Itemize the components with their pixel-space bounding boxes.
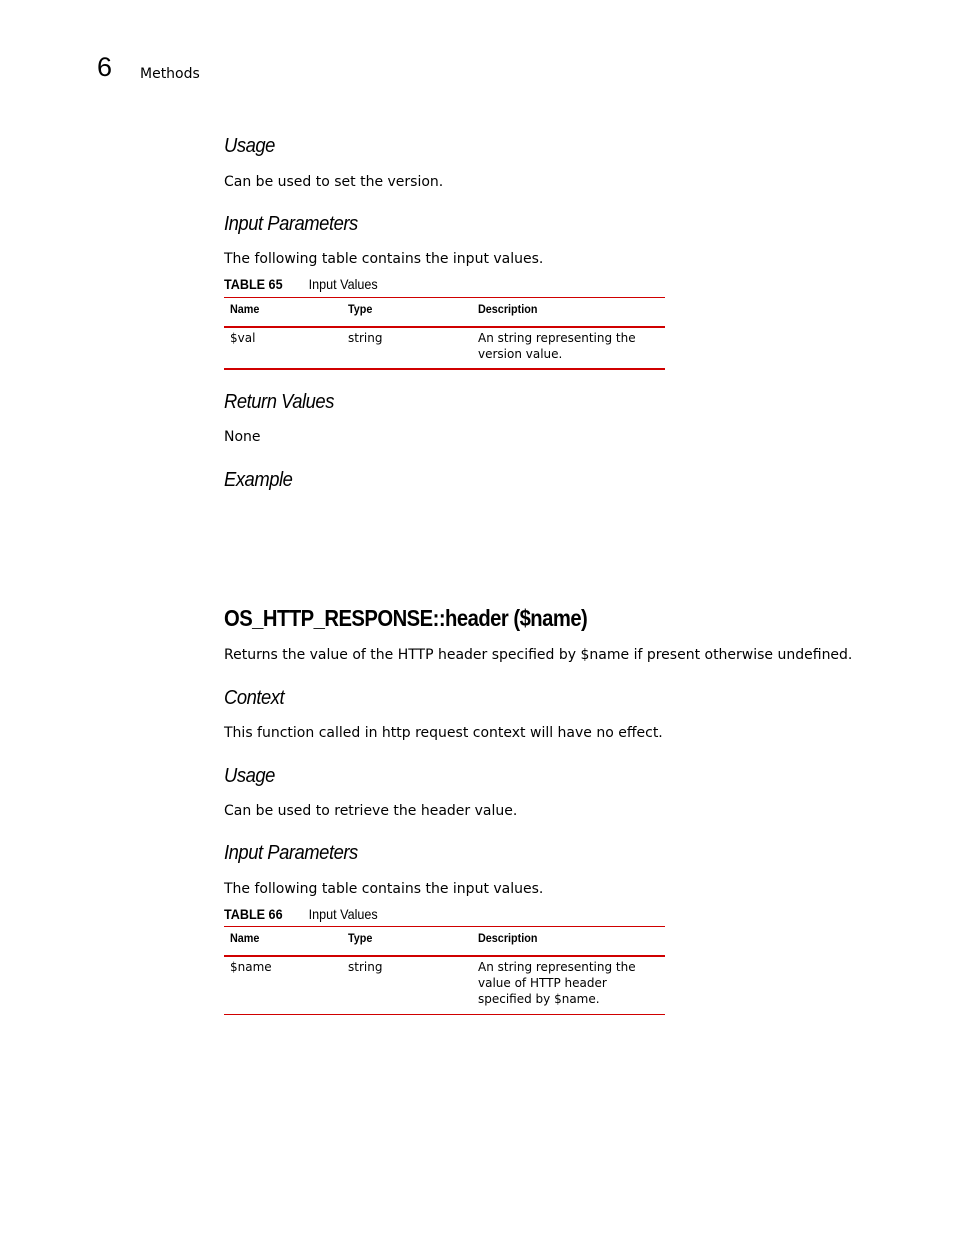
table-number: TABLE 66 xyxy=(224,906,283,922)
return-values-text: None xyxy=(224,429,261,445)
cell-type: string xyxy=(348,331,383,345)
input-parameters-text: The following table contains the input values. xyxy=(224,881,544,897)
table-caption xyxy=(224,276,378,292)
table-caption xyxy=(224,906,378,922)
return-values-heading: Return Values xyxy=(224,391,334,413)
usage-heading: Usage xyxy=(224,765,275,787)
usage-text: Can be used to retrieve the header value. xyxy=(224,803,518,819)
input-values-table xyxy=(224,926,665,1015)
table-header-row xyxy=(224,926,665,957)
usage-heading: Usage xyxy=(224,135,275,157)
column-header-type: Type xyxy=(348,931,373,945)
cell-name: $val xyxy=(230,331,256,345)
input-parameters-heading: Input Parameters xyxy=(224,213,358,235)
context-text: This function called in http request context will have no effect. xyxy=(224,725,663,741)
table-row xyxy=(224,957,665,1015)
context-heading: Context xyxy=(224,687,285,709)
method-title: OS_HTTP_RESPONSE::header ($name) xyxy=(224,605,588,631)
input-values-table xyxy=(224,297,665,370)
input-parameters-heading: Input Parameters xyxy=(224,842,358,864)
input-parameters-text: The following table contains the input values. xyxy=(224,251,544,267)
cell-name: $name xyxy=(230,960,272,974)
column-header-description: Description xyxy=(478,931,538,945)
usage-text: Can be used to set the version. xyxy=(224,174,444,190)
cell-description: An string representing the version value. xyxy=(478,331,636,361)
table-number: TABLE 65 xyxy=(224,276,283,292)
column-header-name: Name xyxy=(230,931,260,945)
chapter-title: Methods xyxy=(140,66,200,82)
chapter-number: 6 xyxy=(97,52,113,82)
example-heading: Example xyxy=(224,469,293,491)
cell-type: string xyxy=(348,960,383,974)
table-title: Input Values xyxy=(308,906,378,922)
column-header-description: Description xyxy=(478,302,538,316)
column-header-type: Type xyxy=(348,302,373,316)
table-title: Input Values xyxy=(308,276,378,292)
cell-description: An string representing the value of HTTP header specified by $name. xyxy=(478,960,636,1006)
table-header-row xyxy=(224,297,665,328)
table-row xyxy=(224,328,665,370)
column-header-name: Name xyxy=(230,302,260,316)
method-description: Returns the value of the HTTP header specified by $name if present otherwise undefined. xyxy=(224,647,853,663)
